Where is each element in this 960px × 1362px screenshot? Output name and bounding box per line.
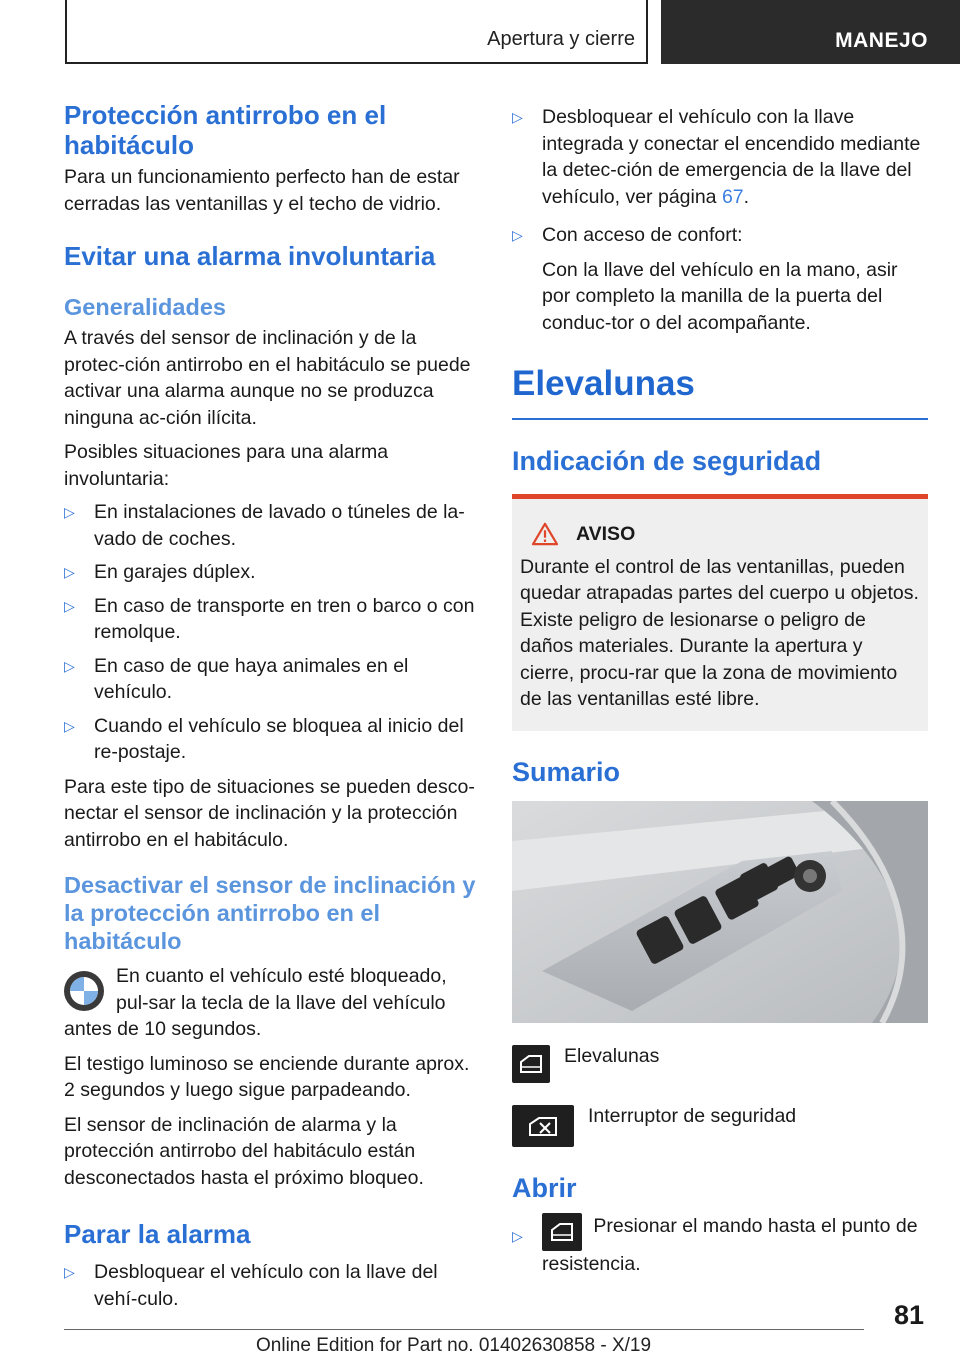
triangle-bullet-icon: ▷ xyxy=(512,109,523,125)
right-column xyxy=(512,100,928,1277)
footer-edition: Online Edition for Part no. 01402630858 - X/19 xyxy=(256,1335,652,1356)
list-item-text: Con acceso de confort: xyxy=(542,224,743,246)
heading-sumario: Sumario xyxy=(512,756,621,787)
header-chapter-label: MANEJO xyxy=(835,29,928,52)
warning-box xyxy=(512,499,928,731)
header-rule-right xyxy=(646,0,648,64)
triangle-bullet-icon: ▷ xyxy=(64,717,75,734)
warning-title-text: AVISO xyxy=(576,523,636,545)
list-item xyxy=(64,559,480,586)
para-sensor: El sensor de inclinación de alarma y la protección antirrobo del habitáculo están desconectados hasta el próximo bloqueo. xyxy=(64,1113,424,1189)
list-item xyxy=(64,713,480,766)
heading-parar: Parar la alarma xyxy=(64,1219,251,1249)
sym-row-interruptor xyxy=(512,1105,928,1147)
list-item-text-end: . xyxy=(743,185,750,208)
sym-label-elevalunas: Elevalunas xyxy=(564,1044,660,1067)
triangle-bullet-icon: ▷ xyxy=(64,504,75,520)
para-posibles: Posibles situaciones para una alarma involuntaria: xyxy=(64,441,389,490)
page-number: 81 xyxy=(893,1300,924,1330)
warning-text: Durante el control de las ventanillas, pueden quedar atrapadas partes del cuerpo u objetos. Existe peligro de lesionarse o peligro de daños materiales. Durante la apertura y cierre, procu-rar que la zona de movimiento de las ventanillas esté libre. xyxy=(520,555,919,710)
situations-list xyxy=(64,499,480,766)
para-desconectar: Para este tipo de situaciones se pueden desco-nectar el sensor de inclinación y la protección antirrobo en el habitáculo. xyxy=(64,775,475,851)
para-generalidades: A través del sensor de inclinación y de la protec-ción antirrobo en el habitáculo se puede activar una alarma aunque no se produzca ninguna ac-ción ilícita. xyxy=(64,327,471,429)
header-rule-bottom xyxy=(65,62,647,64)
triangle-bullet-icon: ▷ xyxy=(64,657,75,674)
warning-title xyxy=(520,521,920,548)
list-item-text: Cuando el vehículo se bloquea al inicio del re-postaje. xyxy=(94,714,464,763)
triangle-bullet-icon: ▷ xyxy=(64,564,75,580)
list-item-detail: Con la llave del vehículo en la mano, asir por completo la manilla de la puerta del conduc-tor o del acompañante. xyxy=(542,258,898,334)
bmw-key-icon xyxy=(64,971,104,1011)
triangle-bullet-icon: ▷ xyxy=(64,597,75,614)
heading-indicacion: Indicación de seguridad xyxy=(512,446,822,476)
llave-block xyxy=(64,963,480,1043)
para-llave: En cuanto el vehículo esté bloqueado, pul-sar la tecla de la llave del vehículo antes de 10 segundos. xyxy=(64,965,447,1040)
para-testigo: El testigo luminoso se enciende durante aprox. 2 segundos y luego sigue parpadeando. xyxy=(64,1052,470,1101)
list-item xyxy=(64,499,480,552)
list-item xyxy=(64,653,480,706)
heading-desactivar: Desactivar el sensor de inclinación y la protección antirrobo en el habitáculo xyxy=(64,872,476,954)
triangle-bullet-icon: ▷ xyxy=(512,1227,523,1244)
heading-generalidades: Generalidades xyxy=(64,294,226,320)
heading-elevalunas: Elevalunas xyxy=(512,364,695,403)
list-item-text: Presionar el mando hasta el punto de resistencia. xyxy=(542,1214,918,1275)
page-link[interactable]: 67 xyxy=(721,185,744,208)
sym-row-elevalunas xyxy=(512,1045,928,1087)
list-item xyxy=(64,593,480,646)
warning-triangle-icon xyxy=(530,522,560,546)
list-item-text: Desbloquear el vehículo con la llave del vehí-culo. xyxy=(94,1261,438,1310)
list-item-text: En garajes dúplex. xyxy=(94,561,256,583)
parar-list xyxy=(64,1259,480,1312)
abrir-list xyxy=(512,1213,928,1278)
parar-list-continued xyxy=(512,104,928,336)
window-switch-icon xyxy=(542,1213,582,1251)
window-switch-icon xyxy=(512,1045,550,1083)
sym-label-interruptor: Interruptor de seguridad xyxy=(588,1104,797,1127)
window-controls-photo xyxy=(512,801,928,1023)
header-chapter-tab[interactable] xyxy=(661,0,960,64)
list-item xyxy=(512,222,928,336)
left-column xyxy=(64,100,480,1312)
para-proteccion: Para un funcionamiento perfecto han de estar cerradas las ventanillas y el techo de vidrio. xyxy=(64,166,460,215)
list-item-text: Desbloquear el vehículo con la llave integrada y conectar el encendido mediante la detec-ción de emergencia de la llave del vehículo, ver página xyxy=(542,106,921,208)
heading-abrir: Abrir xyxy=(512,1172,577,1203)
list-item-text: En instalaciones de lavado o túneles de la-vado de coches. xyxy=(94,501,465,550)
list-item-text: En caso de que haya animales en el vehículo. xyxy=(94,654,409,703)
heading-proteccion: Protección antirrobo en el habitáculo xyxy=(64,100,387,160)
heading-evitar: Evitar una alarma involuntaria xyxy=(64,241,436,271)
safety-switch-icon xyxy=(512,1105,574,1147)
footer-rule xyxy=(64,1329,864,1330)
triangle-bullet-icon: ▷ xyxy=(64,1264,75,1280)
triangle-bullet-icon: ▷ xyxy=(512,227,523,243)
header-section-title: Apertura y cierre xyxy=(487,28,635,50)
heading-rule xyxy=(512,418,928,420)
header-rule-left xyxy=(65,0,67,64)
list-item xyxy=(512,104,928,210)
list-item-text: En caso de transporte en tren o barco o con remolque. xyxy=(94,594,475,643)
list-item xyxy=(64,1259,480,1312)
list-item xyxy=(512,1213,928,1278)
